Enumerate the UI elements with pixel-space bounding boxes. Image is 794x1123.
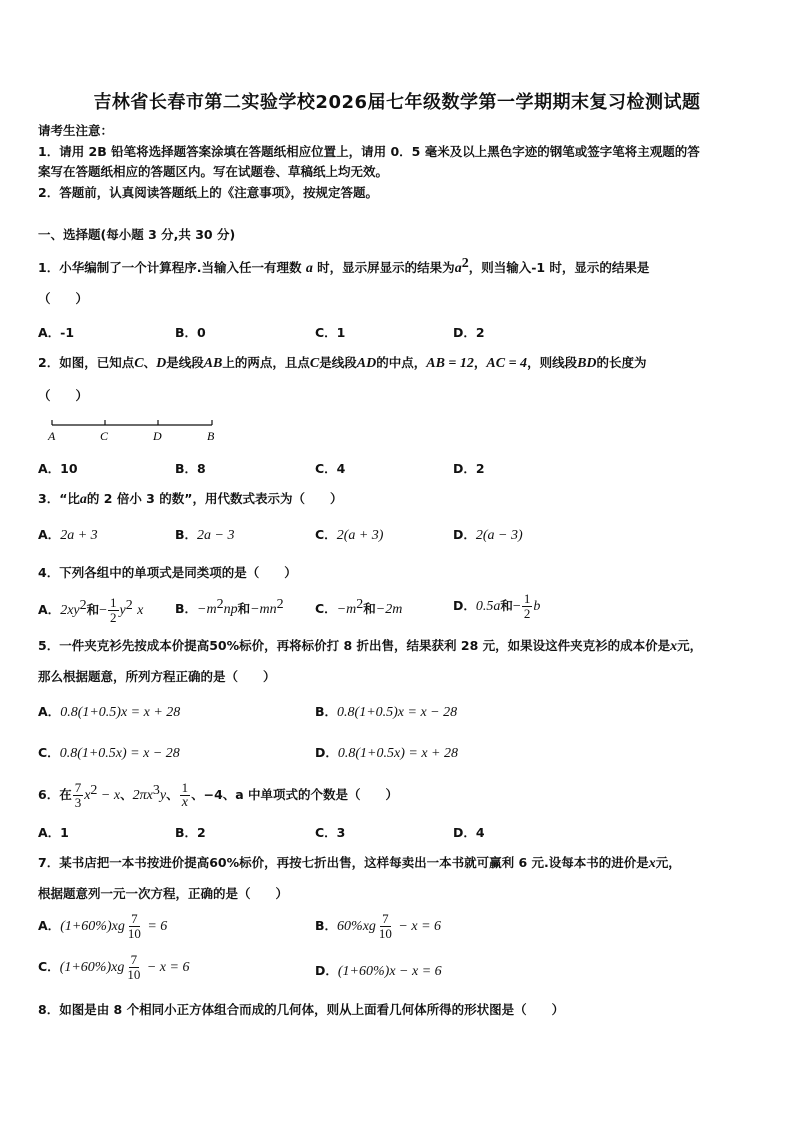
- question-6-option-c[interactable]: C．3: [315, 825, 346, 840]
- notice-item-1-line-1: 1．请用 2B 铅笔将选择题答案涂填在答题纸相应位置上，请用 0．5 毫米及以上黑色字迹的钢笔或签字笔将主观题的答: [38, 144, 700, 159]
- question-5-option-d[interactable]: D．0.8(1+0.5x) = x + 28: [315, 745, 458, 761]
- question-1-option-a[interactable]: A．-1: [38, 325, 75, 340]
- question-2-paren: （ ）: [38, 388, 89, 403]
- question-1-paren: （ ）: [38, 291, 89, 306]
- question-3-option-b[interactable]: B．2a − 3: [175, 527, 235, 543]
- question-5-stem-line-1: 5．一件夹克衫先按成本价提高50%标价，再将标价打 8 折出售，结果获利 28 元，如果设这件夹克衫的成本价是x元，: [38, 638, 703, 654]
- question-8-stem: 8．如图是由 8 个相同小正方体组合而成的几何体，则从上面看几何体所得的形状图是（ ）: [38, 1002, 565, 1017]
- question-4-option-b[interactable]: B．$-m^2np$和$-mn^2$: [175, 597, 284, 618]
- question-3-option-a[interactable]: A．2a + 3: [38, 527, 98, 543]
- notice-item-1-line-2: 案写在答题纸相应的答题区内。写在试题卷、草稿纸上均无效。: [38, 164, 389, 179]
- question-7-option-c[interactable]: C．(1+60%)xg $\frac{7}{10}$ − x = 6: [38, 952, 190, 982]
- question-7-option-a[interactable]: A．(1+60%)xg $\frac{7}{10}$ = 6: [38, 911, 168, 941]
- question-5-option-c[interactable]: C．0.8(1+0.5x) = x − 28: [38, 745, 180, 761]
- section-heading: 一、选择题(每小题 3 分,共 30 分): [38, 227, 236, 242]
- question-5-stem-line-2: 那么根据题意，所列方程正确的是（ ）: [38, 669, 276, 684]
- question-6-option-a[interactable]: A．1: [38, 825, 69, 840]
- point-label-b: B: [207, 429, 215, 443]
- point-label-a: A: [48, 429, 56, 443]
- question-7-stem-line-2: 根据题意列一元一次方程，正确的是（ ）: [38, 886, 289, 901]
- question-7-option-d[interactable]: D．(1+60%)x − x = 6: [315, 963, 442, 979]
- question-1-option-d[interactable]: D．2: [453, 325, 485, 340]
- question-3-option-d[interactable]: D．2(a − 3): [453, 527, 523, 543]
- question-2-segment-figure: [40, 413, 230, 447]
- notice-item-2: 2．答题前，认真阅读答题纸上的《注意事项》，按规定答题。: [38, 185, 378, 200]
- question-4-option-d[interactable]: D．0.5a和− $\frac{1}{2}$ b: [453, 591, 541, 621]
- question-7-option-b[interactable]: B．60%xg $\frac{7}{10}$ − x = 6: [315, 911, 442, 941]
- point-label-d: D: [153, 429, 162, 443]
- question-2-stem: 2．如图，已知点C、D是线段AB上的两点，且点C是线段AD的中点，AB = 12，AC = 4，则线段BD的长度为: [38, 355, 647, 371]
- question-2-option-a[interactable]: A．10: [38, 461, 78, 476]
- question-6-option-b[interactable]: B．2: [175, 825, 206, 840]
- question-4-option-c[interactable]: C．$-m^2$和−2m: [315, 597, 403, 618]
- page-title: 吉林省长春市第二实验学校2026届七年级数学第一学期期末复习检测试题: [93, 92, 701, 113]
- question-4-stem: 4．下列各组中的单项式是同类项的是（ ）: [38, 565, 297, 580]
- question-7-stem-line-1: 7．某书店把一本书按进价提高60%标价，再按七折出售，这样每卖出一本书就可赢利 6 元.设每本书的进价是x元，: [38, 855, 681, 871]
- question-1-stem: 1．小华编制了一个计算程序.当输入任一有理数 a 时，显示屏显示的结果为$a^2$，则当输入-1 时，显示的结果是: [38, 256, 650, 277]
- question-2-option-c[interactable]: C．4: [315, 461, 346, 476]
- question-4-option-a[interactable]: A．$2xy^2$和− $\frac{1}{2}$ $y^2$ x: [38, 595, 144, 626]
- question-3-option-c[interactable]: C．2(a + 3): [315, 527, 384, 543]
- question-1-option-c[interactable]: C．1: [315, 325, 346, 340]
- question-1-option-b[interactable]: B．0: [175, 325, 206, 340]
- question-2-option-d[interactable]: D．2: [453, 461, 485, 476]
- point-label-c: C: [100, 429, 109, 443]
- question-3-stem: 3．“比a的 2 倍小 3 的数”，用代数式表示为（ ）: [38, 491, 343, 507]
- question-6-option-d[interactable]: D．4: [453, 825, 485, 840]
- notice-heading: 请考生注意：: [38, 123, 114, 138]
- question-2-option-b[interactable]: B．8: [175, 461, 206, 476]
- question-5-option-a[interactable]: A．0.8(1+0.5)x = x + 28: [38, 704, 181, 720]
- question-5-option-b[interactable]: B．0.8(1+0.5)x = x − 28: [315, 704, 458, 720]
- question-6-stem: 6．在 $\frac{7}{3}$ $x^2 - x$、$2\pi x^3y$、 $\frac{1}{x}$ 、−4、a 中单项式的个数是（ ）: [38, 780, 399, 811]
